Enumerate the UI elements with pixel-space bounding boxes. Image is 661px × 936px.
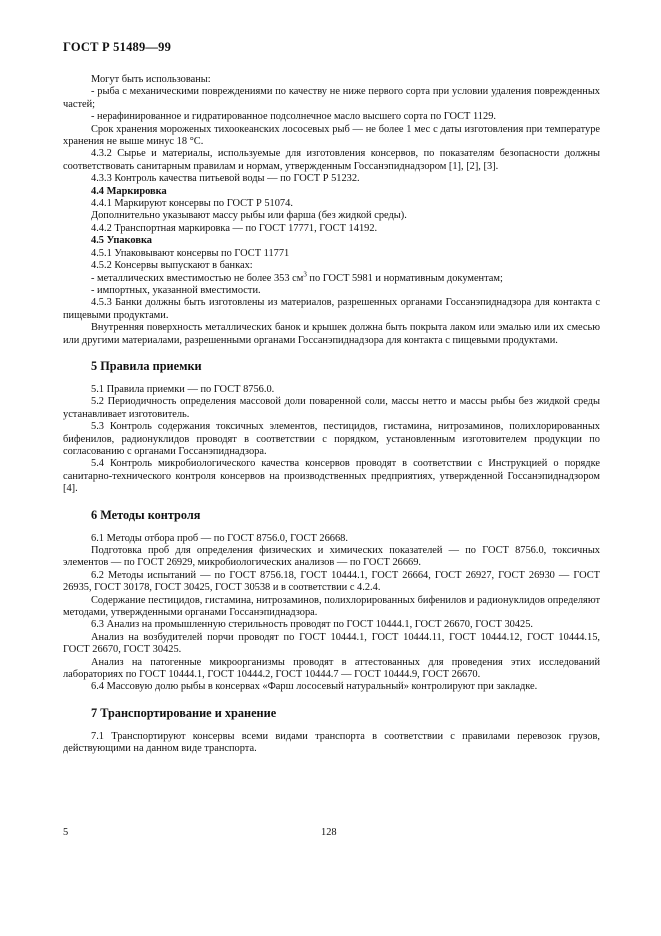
- bullet-metal-cans: [63, 270, 600, 285]
- bullet-metal-cans-post: по ГОСТ 5981 и нормативным документам;: [306, 272, 503, 284]
- paragraph-4-4-1: 4.4.1 Маркируют консервы по ГОСТ Р 51074.: [91, 198, 293, 210]
- paragraph-4-5-3: 4.5.3 Банки должны быть изготовлены из материалов, разрешенных органами Госсанэпиднадзора для контакта с пищевыми продуктами.: [63, 297, 600, 321]
- document-page: [63, 40, 600, 756]
- paragraph-4-5-1: 4.5.1 Упаковывают консервы по ГОСТ 11771: [91, 247, 290, 259]
- paragraph-allowed: Могут быть использованы:: [91, 74, 211, 85]
- sheet-number: 128: [321, 827, 337, 838]
- section-7-title: 7 Транспортирование и хранение: [91, 705, 277, 720]
- paragraph-5-2: 5.2 Периодичность определения массовой доли поваренной соли, массы нетто и массы рыбы без жидкой среды устанавливает изготовитель.: [63, 396, 600, 420]
- paragraph-5-4: 5.4 Контроль микробиологического качества консервов проводят в соответствии с Инструкцией о порядке санитарно-технического контроля консервов на производственных предприятиях, утвержденной Госсанэпиднадзором [4].: [63, 458, 600, 495]
- paragraph-4-3-2: 4.3.2 Сырье и материалы, используемые для изготовления консервов, по показателям безопасности должны соответствовать санитарным правилам и нормам, утвержденным Госсанэпиднадзором [1], [2], [3].: [63, 148, 600, 172]
- section-5-title: 5 Правила приемки: [91, 358, 202, 373]
- page-number: 5: [63, 827, 69, 838]
- cubic-superscript: 3: [303, 270, 307, 279]
- bullet-imported-cans: - импортных, указанной вместимости.: [91, 284, 261, 296]
- paragraph-6-3-extra: Анализ на возбудителей порчи проводят по ГОСТ 10444.1, ГОСТ 10444.11, ГОСТ 10444.12, ГОСТ 10444.15, ГОСТ 26670, ГОСТ 30425.: [63, 631, 600, 656]
- paragraph-4-4-2: 4.4.2 Транспортная маркировка — по ГОСТ 17771, ГОСТ 14192.: [91, 222, 378, 234]
- paragraph-6-2: 6.2 Методы испытаний — по ГОСТ 8756.18, ГОСТ 10444.1, ГОСТ 26664, ГОСТ 26927, ГОСТ 26930 — ГОСТ 26935, ГОСТ 30178, ГОСТ 30425, ГОСТ 30538 и в соответствии с 4.2.4.: [63, 569, 600, 594]
- paragraph-6-3: 6.3 Анализ на промышленную стерильность проводят по ГОСТ 10444.1, ГОСТ 26670, ГОСТ 30425.: [91, 619, 534, 631]
- subheading-4-5: 4.5 Упаковка: [91, 235, 152, 247]
- paragraph-4-5-3-extra: Внутренняя поверхность металлических банок и крышек должна быть покрыта лаком или эмалью или их смесью или другими материалами, разрешенными органами Госсанэпиднадзора для контакта с пищевыми продуктами.: [63, 322, 600, 346]
- paragraph-4-3-3: 4.3.3 Контроль качества питьевой воды — по ГОСТ Р 51232.: [91, 173, 360, 185]
- paragraph-6-2-extra: Содержание пестицидов, гистамина, нитрозаминов, полихлорированных бифенилов и радионуклидов определяют методами, утвержденными органами Госсанэпиднадзора.: [63, 594, 600, 619]
- bullet-damaged-fish: - рыба с механическими повреждениями по качеству не ниже первого сорта при условии удаления поврежденных частей;: [63, 86, 600, 110]
- paragraph-storage-term: Срок хранения мороженых тихоокеанских лососевых рыб — не более 1 мес с даты изготовления при температуре хранения не выше минус 18 °С.: [63, 123, 600, 148]
- subheading-4-4: 4.4 Маркировка: [91, 185, 167, 197]
- paragraph-6-3-pathogens: Анализ на патогенные микроорганизмы проводят в аттестованных для проведения этих исследований лабораториях по ГОСТ 10444.1, ГОСТ 10444.2, ГОСТ 10444.7 — ГОСТ 10444.9, ГОСТ 26670.: [63, 656, 600, 681]
- bullet-metal-cans-pre: - металлических вместимостью не более 353 см: [91, 272, 304, 284]
- paragraph-4-5-2: 4.5.2 Консервы выпускают в банках:: [91, 260, 253, 272]
- paragraph-7-1: 7.1 Транспортируют консервы всеми видами транспорта в соответствии с правилами перевозок грузов, действующими на данном виде транспорта.: [63, 730, 600, 755]
- paragraph-6-4: 6.4 Массовую долю рыбы в консервах «Фарш лососевый натуральный» контролируют при закладке.: [91, 681, 538, 693]
- paragraph-6-1: 6.1 Методы отбора проб — по ГОСТ 8756.0, ГОСТ 26668.: [91, 532, 348, 544]
- document-code-header: ГОСТ Р 51489—99: [63, 40, 172, 54]
- section-6-title: 6 Методы контроля: [91, 507, 201, 522]
- paragraph-4-4-1-extra: Дополнительно указывают массу рыбы или фарша (без жидкой среды).: [91, 210, 407, 222]
- paragraph-5-1: 5.1 Правила приемки — по ГОСТ 8756.0.: [91, 383, 275, 395]
- paragraph-5-3: 5.3 Контроль содержания токсичных элементов, пестицидов, гистамина, нитрозаминов, полихлорированных бифенилов, радионуклидов проводят в соответствии с порядком, установленным изготовителем продукции по согласованию с органами Госсанэпиднадзора.: [63, 421, 600, 457]
- bullet-sunflower-oil: - нерафинированное и гидратированное подсолнечное масло высшего сорта по ГОСТ 1129.: [91, 111, 496, 123]
- paragraph-6-1-extra: Подготовка проб для определения физических и химических показателей — по ГОСТ 8756.0, токсичных элементов — по ГОСТ 26929, микробиологических анализов — по ГОСТ 26669.: [63, 545, 600, 569]
